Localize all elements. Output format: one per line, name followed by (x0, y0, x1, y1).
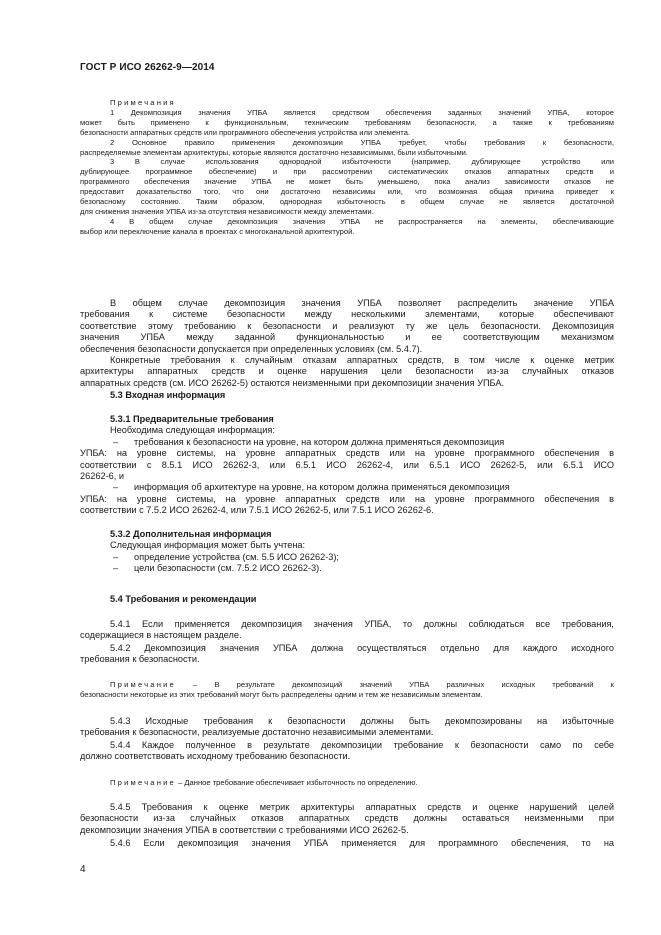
note-line (80, 680, 614, 690)
clause-5-4-4 (80, 740, 614, 763)
list-item-text: информация об архитектуре на уровне, на котором должна применяться декомпозиция (134, 482, 510, 493)
paragraph-line: аппаратных средств (см. ИСО 26262-5) остаются неизменными при декомпозиции значения УПБА. (80, 377, 505, 388)
note-3-line: 3 В случае использования однородной избыточности (например, дублирующее устройство или (110, 157, 614, 167)
note-1-line: безопасности аппаратных средств или программного обеспечения устройства или элемента. (80, 127, 411, 137)
paragraph-decomposition (80, 298, 614, 355)
section-5-3-heading: 5.3 Входная информация (110, 390, 226, 400)
note-line: безопасности некоторые из этих требований могут быть распределены одним и тем же независимым элементам. (80, 689, 483, 699)
paragraph-line: соответствие этому требованию к безопасности и реализуют ту же цель безопасности. Декомпозиция (80, 320, 614, 331)
note-line (80, 778, 614, 788)
list-item-line: 26262-6, и (80, 471, 124, 482)
clause-line: 5.4.1 Если применяется декомпозиция значения УПБА, то должны соблюдаться все требования, (110, 619, 614, 629)
note-1-line: 1 Декомпозиция значения УПБА является средством обеспечения заданных значений УПБА, которое (110, 107, 614, 117)
list-item (80, 552, 614, 563)
notes-block (80, 98, 614, 237)
note-3-line: программного обеспечения значение УПБА не может быть уменьшено, пока анализ зависимости отказов не (80, 177, 614, 187)
clause-5-4-5 (80, 802, 614, 836)
note-3-line: безопасному состоянию. Таким образом, однородная избыточность в общем случае не является достаточной (80, 197, 614, 207)
list-item (80, 482, 614, 493)
paragraph-line: обеспечения безопасности допускается при определенных условиях (см. 5.4.7). (80, 343, 423, 354)
section-5-3-2-heading: 5.3.2 Дополнительная информация (110, 529, 272, 539)
clause-5-4-3 (80, 716, 614, 739)
paragraph-line: В общем случае декомпозиция значения УПБА позволяет распределить значение УПБА (110, 298, 614, 308)
paragraph-line: архитектуры аппаратных средств и оценке нарушения цели безопасности из-за случайных отказов (80, 366, 614, 377)
list-item-line: УПБА: на уровне системы, на уровне аппаратных средств или на уровне программного обеспечения в (80, 448, 614, 459)
clause-5-4-6 (80, 838, 614, 849)
section-intro: Следующая информация может быть учтена: (110, 540, 306, 551)
note-text: – В результате декомпозиций значений УПБА различных исходных требований к (193, 680, 614, 689)
section-5-3-1-heading: 5.3.1 Предварительные требования (110, 414, 274, 424)
section-intro: Необходима следующая информация: (110, 425, 275, 436)
section-5-3-2 (80, 529, 614, 575)
note-3-line: дублирующее программное обеспечение) и при рассмотрении систематических отказов аппаратных средств и (80, 167, 614, 177)
list-item (80, 563, 614, 574)
note-label: Примечание (110, 778, 176, 787)
document-header: ГОСТ Р ИСО 26262-9—2014 (80, 62, 215, 73)
clause-line: требования к безопасности. (80, 654, 200, 665)
paragraph-line: требования к системе безопасности между несколькими элементами, которые обеспечивают (80, 309, 614, 320)
paragraph-line: Конкретные требования к случайным отказам аппаратных средств, в том числе к оценке метрик (110, 355, 614, 365)
clause-line: безопасности из-за случайных отказов аппаратных средств должны оставаться неизменными при (80, 813, 614, 824)
note-2-line: распределяемые элементам архитектуры, которые являются достаточно независимыми, были избыточными. (80, 147, 469, 157)
note-3-line: предоставит доказательство того, что они достаточно независимы или, что возможная общая причина приведет к (80, 187, 614, 197)
note-3-line: для снижения значения УПБА из-за отсутствия независимости между элементами. (80, 206, 374, 216)
clause-5-4-1 (80, 619, 614, 642)
clause-line: должно соответствовать исходному требованию безопасности. (80, 751, 351, 762)
section-5-4-heading: 5.4 Требования и рекомендации (110, 594, 257, 604)
note-2-line: 2 Основное правило применения декомпозиции УПБА требует, чтобы требования к безопасности, (110, 137, 614, 147)
paragraph-hardware (80, 355, 614, 389)
note-4-line: 4 В общем случае декомпозиция значения УПБА не распространяется на элементы, обеспечивающие (110, 216, 614, 226)
clause-line: 5.4.3 Исходные требования к безопасности должны быть декомпозированы на избыточные (110, 716, 614, 726)
clause-line: 5.4.5 Требования к оценке метрик архитектуры аппаратных средств и оценке нарушений целей (110, 802, 614, 812)
dash-marker: – (113, 551, 119, 562)
clause-line: декомпозиции значения УПБА в соответствии с требованиями ИСО 26262-5. (80, 824, 409, 835)
list-item-line: УПБА: на уровне системы, на уровне аппаратных средств или на уровне программного обеспечения в (80, 493, 614, 504)
note-text: – Данное требование обеспечивает избыточность по определению. (175, 778, 418, 787)
clause-line: содержащиеся в настоящем разделе. (80, 630, 242, 641)
note-4-line: выбор или переключение канала в проектах с многоканальной архитектурой. (80, 226, 355, 236)
note-1-line: может быть применено к функциональным, техническим требованиям безопасности, а также к требованиям (80, 117, 614, 127)
list-item-line: соответствии с 8.5.1 ИСО 26262-3, или 6.5.1 ИСО 26262-4, или 6.5.1 ИСО 26262-5, или 6.5.1 ИСО (80, 459, 614, 470)
dash-marker: – (113, 436, 119, 447)
clause-5-4-2 (80, 643, 614, 666)
note-label: Примечание (110, 680, 176, 689)
clause-line: 5.4.2 Декомпозиция значения УПБА должна осуществляться отдельно для каждого исходного (110, 643, 614, 653)
list-item (80, 437, 614, 448)
page-number: 4 (80, 864, 86, 875)
clause-line: 5.4.4 Каждое полученное в результате декомпозиции требование к безопасности само по себе (110, 740, 614, 750)
dash-marker: – (113, 482, 119, 493)
clause-line: 5.4.6 Если декомпозиция значения УПБА применяется для программного обеспечения, то на (110, 838, 614, 848)
section-5-3-1 (80, 414, 614, 517)
list-item-text: определение устройства (см. 5.5 ИСО 26262-3); (134, 551, 339, 562)
note-lower (80, 778, 614, 788)
list-item-text: требования к безопасности на уровне, на котором должна применяться декомпозиция (134, 436, 505, 447)
dash-marker: – (113, 563, 119, 574)
clause-line: требования к безопасности, реализуемые достаточно независимыми элементами. (80, 727, 434, 738)
notes-label: Примечания (110, 98, 176, 107)
paragraph-line: значения УПБА между заданной функциональностью и ее соответствующим механизмом (80, 332, 614, 343)
list-item-text: цели безопасности (см. 7.5.2 ИСО 26262-3). (134, 563, 322, 574)
note-middle (80, 680, 614, 700)
list-item-line: соответствии с 7.5.2 ИСО 26262-4, или 7.5.1 ИСО 26262-5, или 7.5.1 ИСО 26262-6. (80, 505, 434, 516)
